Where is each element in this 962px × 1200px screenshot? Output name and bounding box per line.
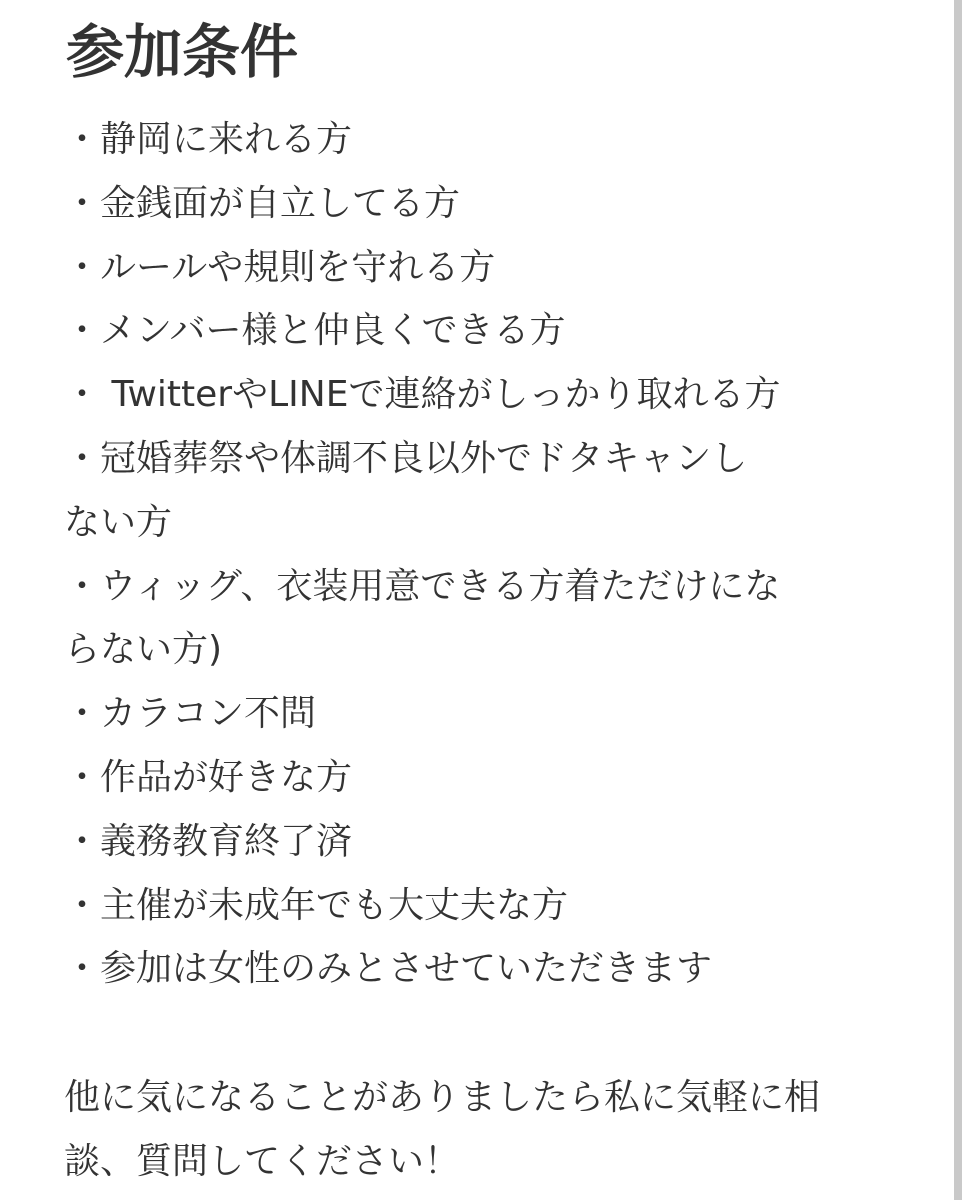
condition-line: ・カラコン不問 bbox=[64, 693, 317, 735]
footer-line: 談、質問してください！ bbox=[64, 1140, 461, 1182]
condition-line: ・義務教育終了済 bbox=[64, 820, 353, 862]
condition-line: ・参加は女性のみとさせていただきます bbox=[64, 948, 713, 990]
condition-line: ない方 bbox=[64, 501, 173, 543]
condition-line: ・静岡に来れる方 bbox=[64, 119, 353, 160]
condition-line: ・金銭面が自立してる方 bbox=[64, 182, 461, 224]
footer-note bbox=[64, 1066, 914, 1194]
section-title: 参加条件 bbox=[66, 18, 299, 86]
condition-line: らない方) bbox=[64, 629, 223, 671]
condition-line: ・作品が好きな方 bbox=[64, 756, 353, 798]
footer-line: 他に気になることがありましたら私に気軽に相 bbox=[64, 1077, 821, 1118]
condition-line: ・メンバー様と仲良くできる方 bbox=[64, 310, 566, 352]
condition-line: ・ルールや規則を守れる方 bbox=[64, 246, 496, 288]
condition-line: ・主催が未成年でも大丈夫な方 bbox=[64, 884, 569, 926]
condition-line: ・ウィッグ、衣装用意できる方着ただけにな bbox=[64, 565, 781, 607]
page-edge-divider bbox=[954, 0, 962, 1200]
conditions-list bbox=[64, 108, 914, 1001]
condition-line: ・ TwitterやLINEで連絡がしっかり取れる方 bbox=[64, 374, 781, 416]
condition-line: ・冠婚葬祭や体調不良以外でドタキャンし bbox=[64, 437, 748, 479]
